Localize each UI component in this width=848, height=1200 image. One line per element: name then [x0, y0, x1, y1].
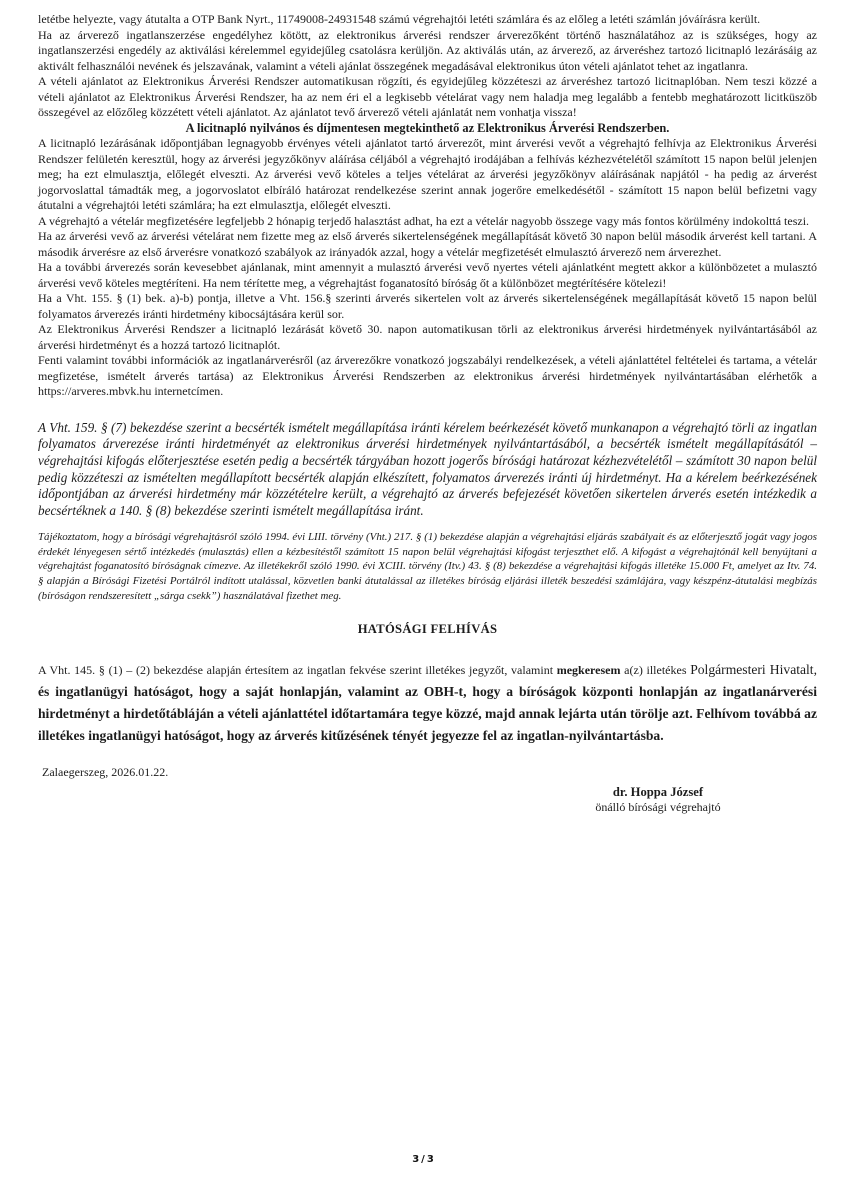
- body-paragraph: Ha a további árverezés során kevesebbet ajánlanak, mint amennyit a mulasztó árverési vevő nyertes vételi ajánlatként megtett akkor a különbözetet a mulasztó árverési vevő köteles megtéríteni. Ha nem térítette meg, a végrehajtást foganatosító bíróság őt a különbözet megtérítésére kötelezi!: [38, 260, 817, 290]
- date-line: Zalaegerszeg, 2026.01.22.: [42, 764, 169, 779]
- body-paragraph: A licitnapló lezárásának időpontjában legnagyobb érvényes vételi ajánlatot tartó árverezőt, mint árverési vevőt a végrehajtó felhívja az Elektronikus Árverési Rendszer felületén keresztül, hogy az árverési jegyzőkönyv aláírása céljából a végrehajtó irodájában a felhívás kézhezvételétől számított 15 napon belül jelenjen meg; ha ezt elmulasztja, előlegét elveszti. Az árverési vevő köteles a teljes vételárat az árverési jegyzőkönyv aláírásának napjától - ha pedig az árverést jogorvoslattal támadták meg, a jogorvoslatot elbíráló határozat rendelkezése szerint annak jogerőre emelkedésétől - számított 15 napon belül befizetni vagy átutalni a végrehajtói letéti számlára; ha ezt elmulasztja, előlegét elveszti.: [38, 136, 817, 212]
- body-paragraph: A végrehajtó a vételár megfizetésére legfeljebb 2 hónapig terjedő halasztást adhat, ha ezt a vételár nagyobb összege vagy más fontos körülmény indokolttá teszi.: [38, 213, 810, 228]
- signature-block: [538, 785, 778, 815]
- bold-notice: A licitnapló nyilvános és díjmentesen megtekinthető az Elektronikus Árverési Rendszerben.: [185, 120, 670, 135]
- document-body: [38, 12, 817, 815]
- page-number: 3/3: [412, 1154, 436, 1165]
- authority-notice-paragraph: A Vht. 145. § (1) – (2) bekezdése alapján értesítem az ingatlan fekvése szerint illetékes jegyzőt, valamint megkeresem a(z) illetékes Polgármesteri Hivatalt, és ingatlanügyi hatóságot, hogy a saját honlapján, valamint az OBH-t, hogy a bíróságok központi honlapján az ingatlanárverési hirdetményt a hirdetőtábláján a vételi ajánlattétel időtartamára tegye közzé, majd annak lejárta után törölje azt. Felhívom továbbá az illetékes ingatlanügyi hatóságot, hogy az árverés kitűzésének tényét jegyezze fel az ingatlan-nyilvántartásba.: [38, 661, 817, 743]
- body-paragraph: A vételi ajánlatot az Elektronikus Árverési Rendszer automatikusan rögzíti, és egyidejűleg közzéteszi az árveréshez tartozó licitnaplóban. Nem teszi közzé a vételi ajánlatot az Elektronikus Árverési Rendszer, ha az nem éri el a legkisebb vételárat vagy nem haladja meg legalább a fentebb meghatározott licitküszöb összegével az előzőleg közzétett vételi ajánlatot. Az ajánlatot tevő árverező vételi ajánlatát nem vonhatja vissza!: [38, 74, 817, 119]
- body-paragraph: Fenti valamint további információk az ingatlanárverésről (az árverezőkre vonatkozó jogszabályi rendelkezések, a vételi ajánlattétel feltételei és tartama, a vételár megfizetése, ismételt árverés tartása) az Elektronikus Árverési Rendszerben az elektronikus árverési hirdetmények nyilvántartásában elérhetők a https://arveres.mbvk.hu internetcímen.: [38, 353, 817, 398]
- legal-notice-paragraph: Tájékoztatom, hogy a bírósági végrehajtásról szóló 1994. évi LIII. törvény (Vht.) 217. § (1) bekezdése alapján a végrehajtási eljárás szabályait és az előterjesztő jogát vagy jogos érdekét lényegesen sértő intézkedés (mulasztás) ellen a kézbesítéstől számított 15 napon belül végrehajtási kifogást terjeszthet elő. A kifogást a végrehajtónál kell benyújtani a végrehajtást foganatosító bíróságnak címezve. Az illetékekről szóló 1990. évi XCIII. törvény (Itv.) 43. § (8) bekezdése a végrehajtási kifogás illetéke 15.000 Ft, amelyet az Itv. 74. § alapján a Bírósági Fizetési Portálról indított utalással, közvetlen banki átutalással az illetékes bíróság eljárási illeték beszedési számlájára, vagy készpénz-átutalási megbízás (bíróságon rendszeresített „sárga csekk”) használatával fizethet meg.: [38, 530, 817, 602]
- body-paragraph: Ha az árverező ingatlanszerzése engedélyhez kötött, az elektronikus árverési rendszer árverezőként történő használatához az is szükséges, hogy az ingatlanszerzési engedély az aktiválási kérelemmel egyidejűleg csatolásra kerüljön. Az aktiválás után, az árverező, az árveréshez tartozó licitnapló lezárásáig az aktivált felhasználói nevének és jelszavának, valamint a vételi ajánlat összegének megadásával elektronikus úton vételi ajánlatot tehet az ingatlanra.: [38, 27, 817, 73]
- body-paragraph: Ha az árverési vevő az árverési vételárat nem fizette meg az első árverés sikertelenségének megállapítását követő 30 napon belül második árverést kell tartani. A második árverésre az első árverésre vonatkozó szabályok az irányadók azzal, hogy a vételár megfizetését elmulasztó árverező nem árverezhet.: [38, 229, 817, 259]
- section-heading: HATÓSÁGI FELHÍVÁS: [357, 621, 498, 636]
- body-paragraph: Az Elektronikus Árverési Rendszer a licitnapló lezárását követő 30. napon automatikusan törli az elektronikus árverési hirdetmények nyilvántartásából az árverési hirdetményt és a hozzá tartozó licitnaplót.: [38, 322, 817, 352]
- vht159-paragraph: A Vht. 159. § (7) bekezdése szerint a becsérték ismételt megállapítása iránti kérelem beérkezését követő munkanapon a végrehajtó törli az ingatlan folyamatos árverezése iránti hirdetményét az elektronikus árverési hirdetmények nyilvántartásából, a becsérték ismételt megállapításától – végrehajtási kifogás előterjesztése esetén pedig a becsérték tárgyában hozott jogerős bírósági határozat kézhezvételétől – számított 30 napon belül pedig közzéteszi az ismételten megállapított becsérték alapján elkészített, folyamatos árverezés iránti új hirdetményt. Ha a kérelem beérkezésének időpontjában az árverési hirdetmény már közzétételre került, a végrehajtó az árverés befejezését követően sikertelen árverés esetén intézkedik a becsértéknek a 140. § (8) bekezdése szerinti ismételt megállapítása iránt.: [38, 419, 817, 519]
- body-paragraph: letétbe helyezte, vagy átutalta a OTP Bank Nyrt., 11749008-24931548 számú végrehajtói letéti számlára és az előleg a letéti számlán jóváírásra került.: [38, 12, 761, 26]
- signatory-name: dr. Hoppa József: [612, 784, 704, 799]
- signatory-title: önálló bírósági végrehajtó: [595, 799, 721, 814]
- body-paragraph: Ha a Vht. 155. § (1) bek. a)-b) pontja, illetve a Vht. 156.§ szerinti árverés sikertelen volt az árverés sikertelenségének megállapítását követő 15 napon belül folyamatos árverezés iránti hirdetmény kibocsájtására kerül sor.: [38, 291, 817, 321]
